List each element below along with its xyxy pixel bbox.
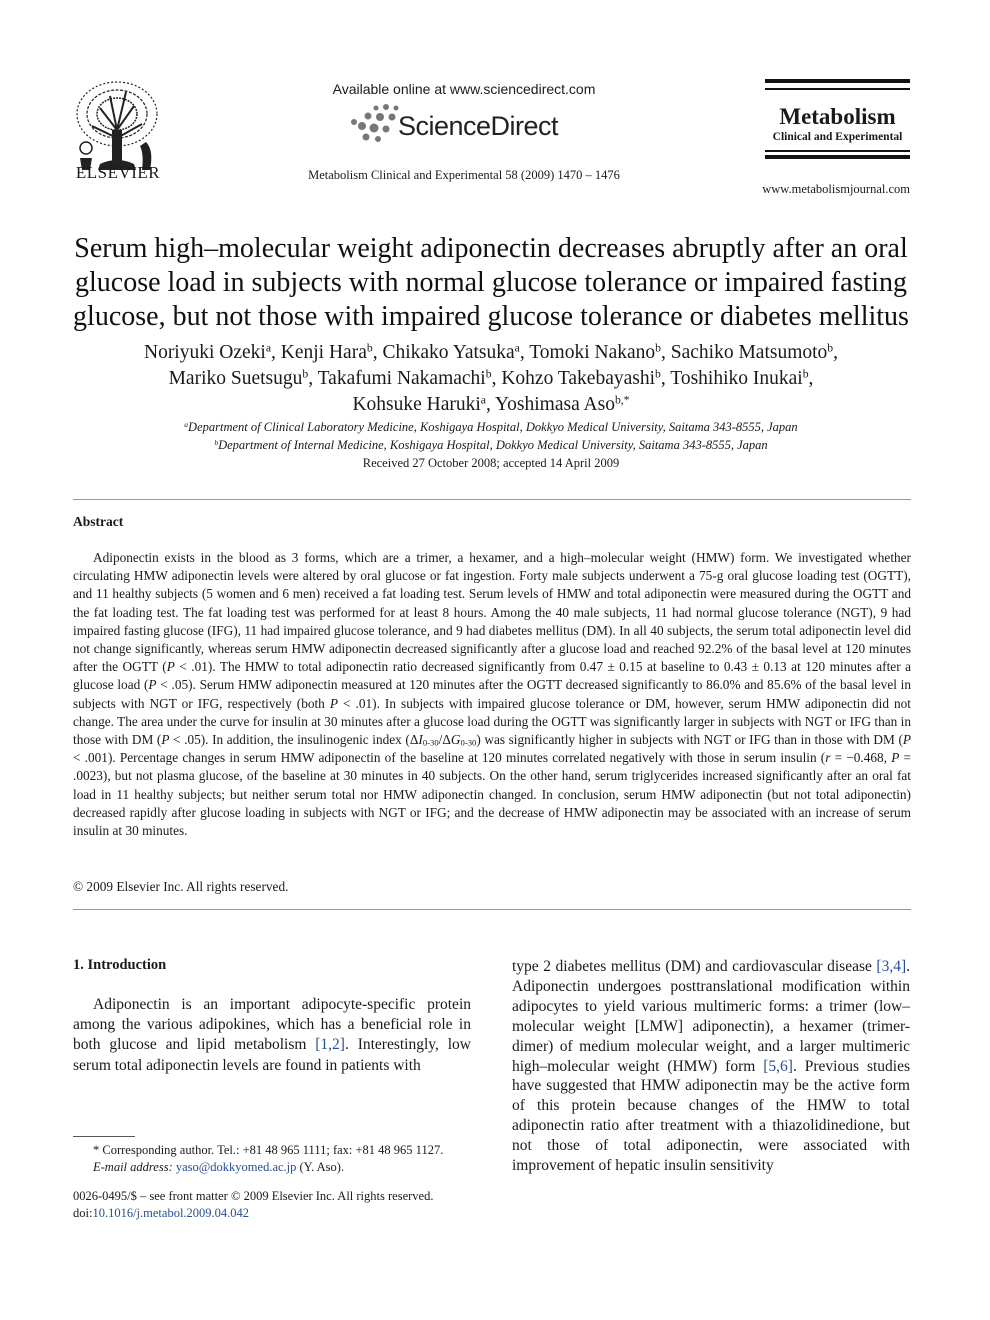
abstract-heading: Abstract bbox=[73, 514, 124, 529]
doi-link[interactable]: 10.1016/j.metabol.2009.04.042 bbox=[92, 1206, 250, 1220]
author[interactable]: Chikako Yatsuka$^a$ bbox=[382, 341, 520, 363]
footnote-rule bbox=[73, 1136, 135, 1137]
reference-link[interactable]: [5,6] bbox=[763, 1057, 793, 1075]
available-online-line[interactable]: Available online at www.sciencedirect.com bbox=[332, 81, 596, 97]
received-dates: Received 27 October 2008; accepted 14 April 2009 bbox=[362, 456, 620, 470]
journal-rule bbox=[765, 150, 910, 152]
elsevier-wordmark: ELSEVIER bbox=[75, 163, 161, 182]
abstract-text: Adiponectin exists in the blood as 3 forms, which are a trimer, a hexamer, and a high–molecular weight (HMW) form. We investigated whether circulating HMW adiponectin levels were altered by oral glucose or fat ingestion. Forty male subjects underwent a 75-g oral glucose loading test (OGTT), and 11 healthy subjects (5 women and 6 men) received a fat loading test. Serum levels of HMW and total adiponectin were measured during the OGTT and the fat loading test. The fat loading test was performed for at least 8 hours. Among the 40 male subjects, 11 had normal glucose tolerance (NGT), 9 had impaired fasting glucose (IFG), 11 had impaired glucose tolerance, and 9 had diabetes mellitus (DM). In all 40 subjects, the serum total adiponectin level did not change significantly, whereas serum HMW adiponectin decreased significantly after a glucose load and reached 92.2% of the basal level at 120 minutes after the OGTT (P < .01). The HMW to total adiponectin ratio decreased significantly from 0.47 ± 0.15 at baseline to 0.43 ± 0.13 at 120 minutes after a glucose load (P < .05). Serum HMW adiponectin measured at 120 minutes after the OGTT decreased significantly to 86.0% and 85.6% of the basal level in subjects with NGT or IFG, respectively (both P < .01). In subjects with impaired glucose tolerance or DM, however, serum HMW adiponectin did not change. The area under the curve for insulin at 30 minutes after a glucose load during the OGTT was significantly larger in subjects with NGT or IFG than in those with DM (P < .05). In addition, the insulinogenic index $(\Delta I_{0-30}/\Delta G_{0-30})$ was significantly higher in subjects with NGT or IFG than in those with DM (P < .001). Percentage changes in serum HMW adiponectin of the baseline at 120 minutes correlated negatively with those in serum insulin (r = −0.468, P = .0023), but not plasma glucose, of the baseline at 30 minutes in 40 subjects. On the other hand, serum triglycerides increased significantly after an oral fat load in 11 healthy subjects; but neither serum total nor HMW adiponectin changed. In conclusion, serum HMW adiponectin (but not total adiponectin) decreased rapidly after glucose loading in subjects with NGT or IFG; and the decrease of HMW adiponectin may be associated with an increase of serum insulin at 30 minutes. bbox=[73, 550, 912, 839]
affiliation: $^b$Department of Internal Medicine, Koshigaya Hospital, Dokkyo Medical University, Saitama 343-8555, Japan bbox=[214, 437, 768, 452]
journal-rule bbox=[765, 79, 910, 83]
reference-link[interactable]: [1,2] bbox=[315, 1036, 345, 1054]
author[interactable]: Toshihiko Inukai$^b$ bbox=[670, 367, 809, 389]
journal-url-link[interactable]: www.metabolismjournal.com bbox=[762, 182, 910, 196]
affiliation-list bbox=[70, 419, 912, 454]
abstract-copyright: © 2009 Elsevier Inc. All rights reserved. bbox=[73, 879, 289, 894]
author[interactable]: Kohzo Takebayashi$^b$ bbox=[501, 367, 661, 389]
journal-subtitle: Clinical and Experimental bbox=[772, 131, 903, 143]
affiliation: $^a$Department of Clinical Laboratory Medicine, Koshigaya Hospital, Dokkyo Medical University, Saitama 343-8555, Japan bbox=[184, 419, 798, 434]
email-link[interactable]: yaso@dokkyomed.ac.jp bbox=[175, 1160, 297, 1174]
section-divider bbox=[73, 499, 911, 500]
author[interactable]: Kenji Hara$^b$ bbox=[280, 341, 373, 363]
section-heading-introduction: 1. Introduction bbox=[73, 957, 167, 973]
journal-citation: Metabolism Clinical and Experimental 58 (2009) 1470 – 1476 bbox=[308, 168, 620, 182]
front-matter: 0026-0495/$ – see front matter © 2009 Elsevier Inc. All rights reserved. doi:10.1016/j.metabol.2009.04.042 bbox=[73, 1189, 434, 1220]
section-divider bbox=[73, 909, 911, 910]
article-title: Serum high–molecular weight adiponectin decreases abruptly after an oral glucose load in subjects with normal glucose tolerance or impaired fasting glucose, but not those with impaired glucose tolerance or diabetes mellitus bbox=[73, 233, 909, 332]
corresponding-author-footnote: * Corresponding author. Tel.: +81 48 965 1111; fax: +81 48 965 1127. E-mail address: yaso@dokkyomed.ac.jp (Y. Aso). bbox=[93, 1143, 444, 1174]
author[interactable]: Noriyuki Ozeki$^a$ bbox=[143, 341, 272, 363]
journal-rule bbox=[765, 88, 910, 90]
author[interactable]: Sachiko Matsumoto$^b$ bbox=[670, 341, 834, 363]
author[interactable]: Tomoki Nakano$^b$ bbox=[529, 341, 661, 363]
author-list: Noriyuki Ozeki$^a$, Kenji Hara$^b$, Chikako Yatsuka$^a$, Tomoki Nakano$^b$, Sachiko Matsumoto$^b$, Mariko Suetsugu$^b$, Takafumi Nakamachi$^b$, Kohzo Takebayashi$^b$, Toshihiko Inukai$^b$, Kohsuke Haruki$^a$, Yoshimasa Aso$^{b,*}$ bbox=[143, 341, 839, 415]
journal-title: Metabolism bbox=[779, 104, 896, 129]
author[interactable]: Kohsuke Haruki$^a$ bbox=[352, 393, 486, 415]
author[interactable]: Mariko Suetsugu$^b$ bbox=[168, 367, 309, 389]
reference-link[interactable]: [3,4] bbox=[876, 958, 907, 975]
author[interactable]: Yoshimasa Aso$^{b,*}$ bbox=[495, 393, 630, 415]
sciencedirect-wordmark: ScienceDirect bbox=[398, 111, 559, 141]
journal-rule bbox=[765, 155, 910, 159]
intro-paragraph-continued: type 2 diabetes mellitus (DM) and cardiovascular disease [3,4]. Adiponectin undergoes posttranslational modification within adipocytes to yield various multimeric forms: a trimer (low–molecular weight [LMW] adiponectin), a hexamer (trimer-dimer) of medium molecular weight, and a larger multimeric high–molecular weight (HMW) form [5,6]. Previous studies have suggested that HMW adiponectin may be the active form of this protein because changes of the HMW to total adiponectin ratio after treatment with a thiazolidinedione, but not those of total adiponectin, were associated with improvement of hepatic insulin sensitivity bbox=[512, 958, 910, 1175]
intro-paragraph: Adiponectin is an important adipocyte-specific protein among the various adipokines, which has a beneficial role in both glucose and lipid metabolism [1,2]. Interestingly, low serum total adiponectin levels are found in patients with bbox=[73, 996, 471, 1074]
author[interactable]: Takafumi Nakamachi$^b$ bbox=[317, 367, 492, 389]
